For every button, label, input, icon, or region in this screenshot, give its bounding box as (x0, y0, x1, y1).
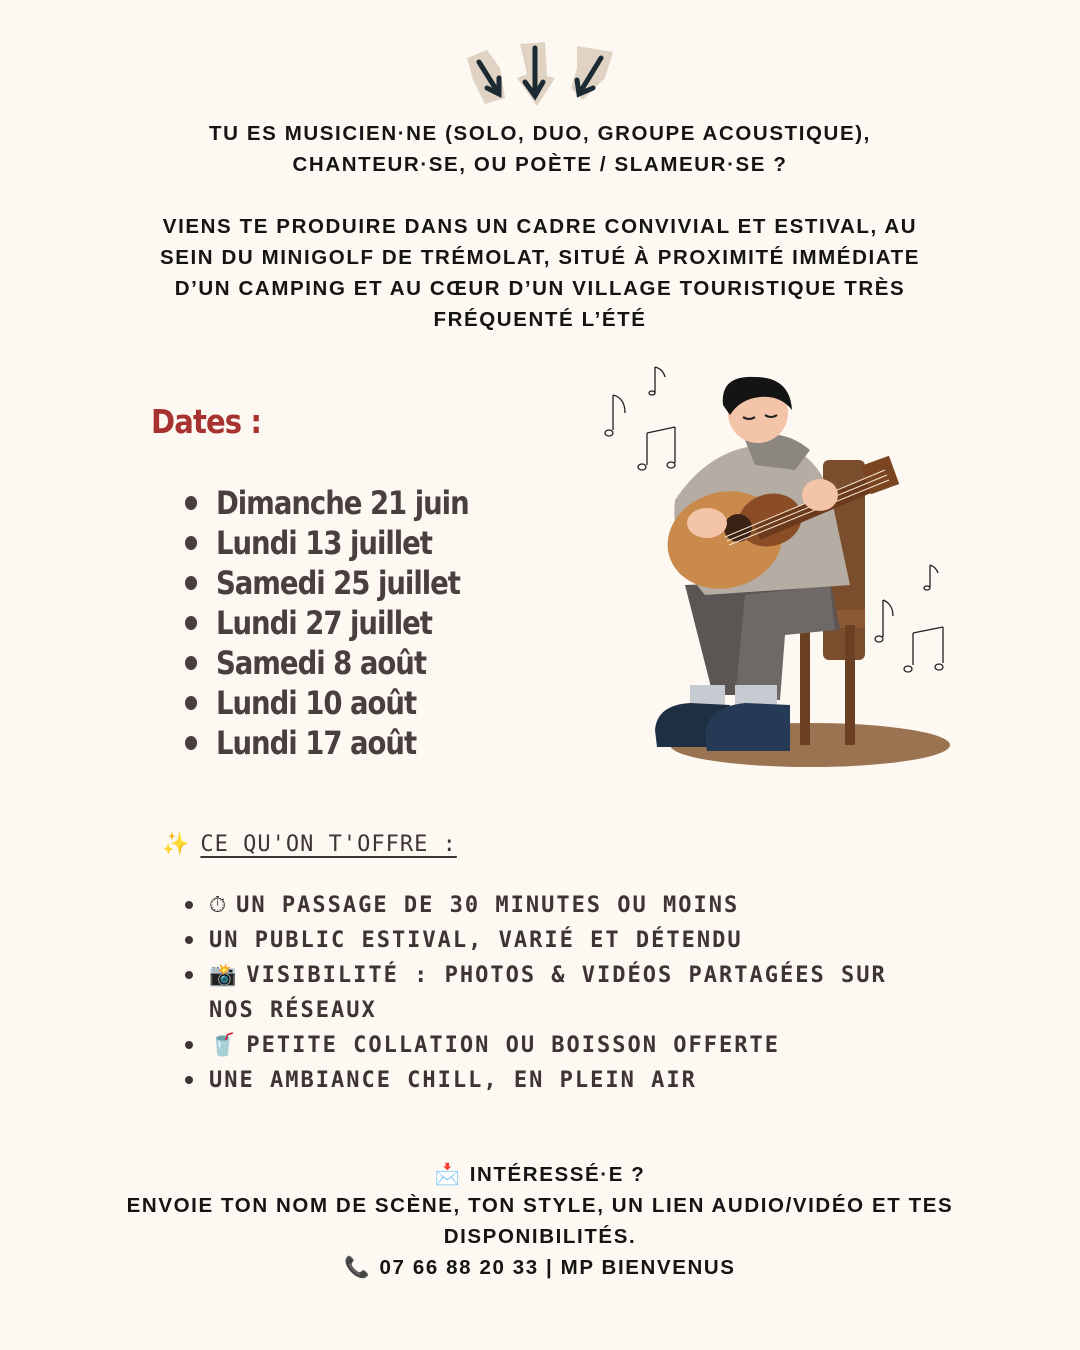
stopwatch-icon: ⏱ (209, 893, 229, 918)
date-item (185, 603, 469, 643)
offer-item (185, 1063, 925, 1098)
bullet-icon (185, 1076, 193, 1084)
pitch-line: SEIN DU MINIGOLF DE TRÉMOLAT, SITUÉ À PROXIMITÉ IMMÉDIATE (159, 246, 921, 269)
offer-title-text: CE QU'ON T'OFFRE : (200, 832, 457, 857)
offer-item (185, 958, 925, 1028)
question-text: INTÉRESSÉ·E ? (469, 1163, 646, 1186)
date-item (185, 563, 469, 603)
bullet-icon (185, 616, 197, 630)
offer-list (185, 888, 925, 1098)
pitch-line: FRÉQUENTÉ L’ÉTÉ (433, 308, 647, 331)
phone-icon: 📞 (344, 1255, 372, 1279)
offer-text: UN PUBLIC ESTIVAL, VARIÉ ET DÉTENDU (209, 928, 743, 953)
offer-item (185, 923, 925, 958)
date-text: Samedi 8 août (215, 644, 426, 682)
date-item (185, 683, 469, 723)
date-item (185, 643, 469, 683)
intro-line: TU ES MUSICIEN·NE (SOLO, DUO, GROUPE ACOUSTIQUE), (209, 122, 871, 145)
date-text: Lundi 17 août (215, 724, 417, 762)
offer-text: VISIBILITÉ : PHOTOS & VIDÉOS PARTAGÉES SUR NOS RÉSEAUX (209, 963, 887, 1023)
bullet-icon (185, 536, 197, 550)
date-text: Samedi 25 juillet (215, 564, 460, 602)
contact-section (60, 1159, 1020, 1283)
offer-item (185, 888, 925, 923)
offer-title (162, 832, 457, 857)
bullet-icon (185, 901, 193, 909)
offer-text: PETITE COLLATION OU BOISSON OFFERTE (246, 1033, 780, 1058)
date-item (185, 523, 469, 563)
cup-with-straw-icon: 🥤 (209, 1033, 239, 1058)
offer-text: UN PASSAGE DE 30 MINUTES OU MOINS (236, 893, 740, 918)
pitch-line: VIENS TE PRODUIRE DANS UN CADRE CONVIVIAL ET ESTIVAL, AU (162, 215, 918, 238)
date-text: Lundi 13 juillet (215, 524, 432, 562)
contact-phone (60, 1252, 1020, 1283)
bullet-icon (185, 496, 197, 510)
bullet-icon (185, 971, 193, 979)
date-text: Dimanche 21 juin (215, 484, 469, 522)
intro-line: CHANTEUR·SE, OU POÈTE / SLAMEUR·SE ? (292, 153, 788, 176)
three-down-arrows-icon (465, 38, 615, 108)
envelope-arrow-icon: 📩 (434, 1162, 462, 1186)
date-item (185, 483, 469, 523)
offer-text: UNE AMBIANCE CHILL, EN PLEIN AIR (209, 1068, 697, 1093)
contact-question (60, 1159, 1020, 1190)
bullet-icon (185, 936, 193, 944)
contact-instruction: DISPONIBILITÉS. (443, 1225, 637, 1248)
dates-list (185, 483, 515, 763)
bullet-icon (185, 656, 197, 670)
dates-title: Dates : (151, 402, 262, 441)
bullet-icon (185, 576, 197, 590)
date-item (185, 723, 469, 763)
bullet-icon (185, 1041, 193, 1049)
guitarist-illustration (595, 355, 960, 770)
phone-text[interactable]: 07 66 88 20 33 | MP BIENVENUS (379, 1256, 736, 1279)
pitch-paragraph (60, 211, 1020, 335)
sparkles-icon: ✨ (162, 832, 191, 857)
contact-instruction: ENVOIE TON NOM DE SCÈNE, TON STYLE, UN LIEN AUDIO/VIDÉO ET TES (126, 1194, 954, 1217)
date-text: Lundi 27 juillet (215, 604, 432, 642)
bullet-icon (185, 696, 197, 710)
camera-flash-icon: 📸 (209, 963, 239, 988)
date-text: Lundi 10 août (215, 684, 417, 722)
intro-heading (60, 118, 1020, 180)
offer-item (185, 1028, 925, 1063)
bullet-icon (185, 736, 197, 750)
pitch-line: D’UN CAMPING ET AU CŒUR D’UN VILLAGE TOURISTIQUE TRÈS (174, 277, 906, 300)
